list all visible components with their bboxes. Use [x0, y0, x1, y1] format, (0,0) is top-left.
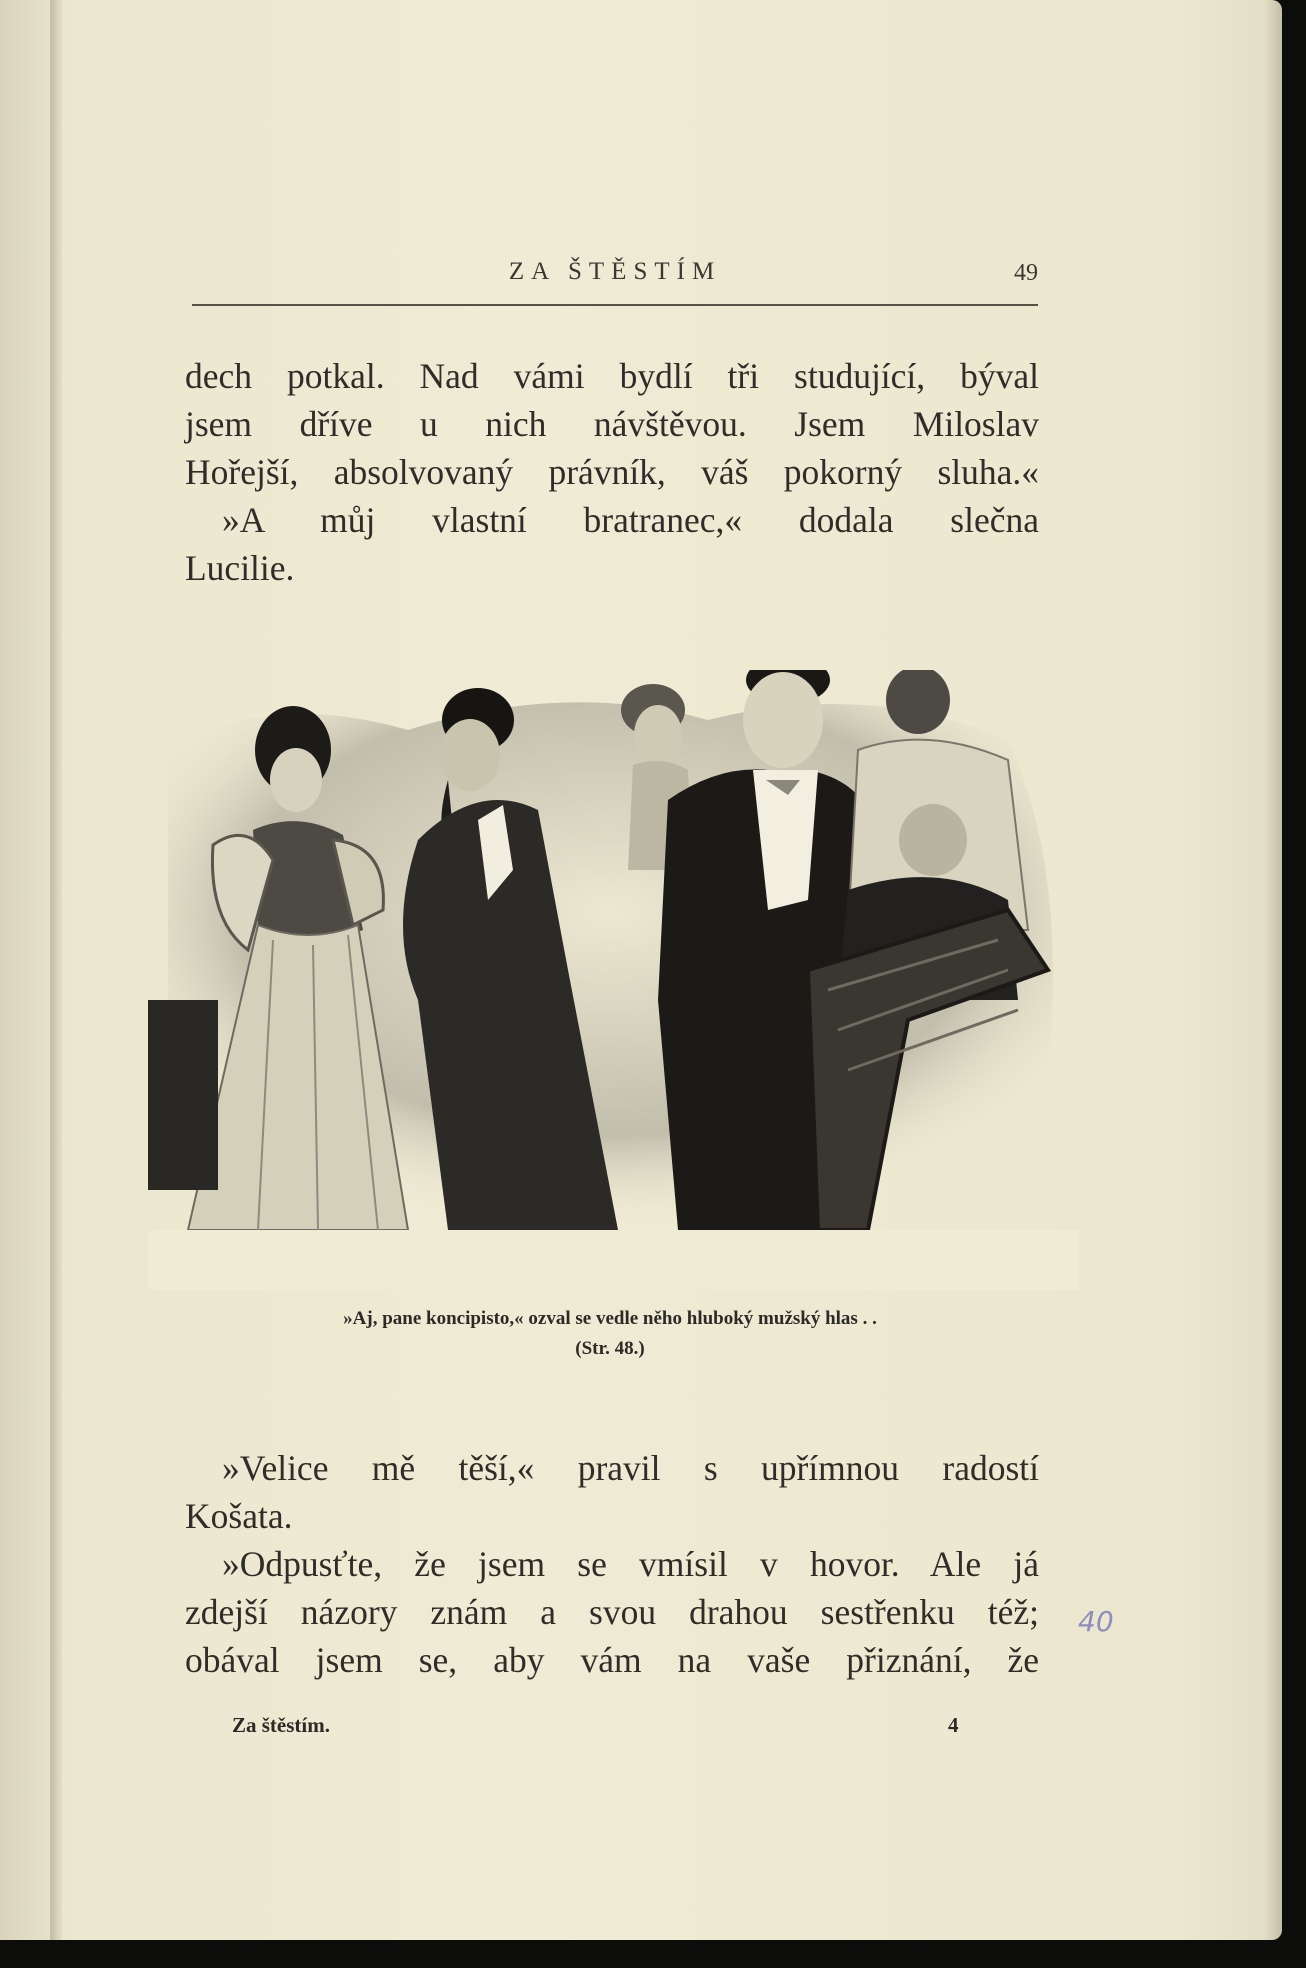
page-edge — [1264, 0, 1282, 1940]
illustration-caption: »Aj, pane koncipisto,« ozval se vedle něho hluboký mužský hlas . . — [343, 1308, 877, 1329]
page-gutter — [50, 0, 62, 1940]
footer-book-title: Za štěstím. — [232, 1713, 330, 1737]
text-line: jsem dříve u nich návštěvou. Jsem Miloslav — [185, 404, 1039, 444]
page-number: 49 — [1014, 260, 1038, 286]
header-rule — [192, 304, 1038, 306]
spine-shadow — [0, 0, 56, 1940]
text-line: »A můj vlastní bratranec,« dodala slečna — [222, 500, 1039, 540]
caption-reference: (Str. 48.) — [575, 1338, 645, 1359]
handwritten-margin-note: 40 — [1078, 1605, 1114, 1638]
text-line: dech potkal. Nad vámi bydlí tři studující, býval — [185, 356, 1039, 396]
bottom-paragraphs — [185, 1444, 1039, 1684]
text-line: »Velice mě těší,« pravil s upřímnou radostí — [222, 1448, 1039, 1488]
running-title: ZA ŠTĚSTÍM — [508, 258, 722, 285]
text-line: zdejší názory znám a svou drahou sestřenku též; — [185, 1592, 1039, 1632]
text-line: Lucilie. — [185, 548, 295, 588]
text-line: »Odpusťte, že jsem se vmísil v hovor. Ale já — [222, 1544, 1039, 1584]
ballroom-illustration — [148, 670, 1078, 1290]
footer-signature-mark: 4 — [948, 1713, 959, 1737]
text-line: obával jsem se, aby vám na vaše přiznání, že — [185, 1640, 1039, 1680]
top-paragraphs — [185, 352, 1039, 592]
text-line: Hořejší, absolvovaný právník, váš pokorný sluha.« — [185, 452, 1039, 492]
running-header — [192, 258, 1038, 308]
text-line: Košata. — [185, 1496, 293, 1536]
